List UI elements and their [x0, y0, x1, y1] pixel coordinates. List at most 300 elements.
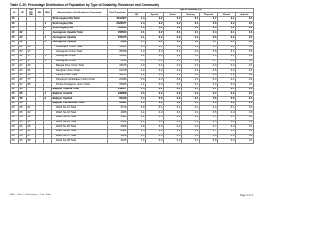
percent-cell: 0.7 — [200, 92, 218, 97]
percent-cell: 0.1 — [182, 22, 200, 27]
percent-cell: 0.2 — [164, 101, 182, 106]
percent-cell: 0.1 — [236, 115, 254, 120]
population-cell: 3426 — [108, 115, 128, 120]
percent-cell: 0.6 — [200, 54, 218, 59]
geo-code-cell: 06 — [19, 106, 27, 111]
percent-cell: 0.2 — [218, 68, 236, 73]
percent-cell: 0.7 — [200, 87, 218, 92]
geo-code-cell: 06 — [27, 129, 36, 134]
percent-cell: 0.2 — [218, 22, 236, 27]
percent-cell: 0.2 — [218, 83, 236, 88]
percent-cell: 0.2 — [164, 40, 182, 45]
percent-cell: 0.2 — [218, 73, 236, 78]
percent-cell: 1.2 — [128, 54, 146, 59]
percent-cell: 0.2 — [164, 120, 182, 125]
percent-cell: 0.5 — [200, 120, 218, 125]
header-total-population: Total Population — [108, 9, 128, 17]
percent-cell: 0.1 — [236, 17, 254, 22]
geo-code-cell: 06 — [19, 115, 27, 120]
admin-unit-cell: Bajitpur Upazila — [52, 92, 108, 97]
percent-cell: 0.2 — [146, 101, 164, 106]
percent-cell: 0.1 — [182, 64, 200, 69]
admin-unit-cell: Kalma Union Total — [52, 73, 108, 78]
percent-cell: 0.1 — [164, 50, 182, 55]
percent-cell: 1.6 — [128, 139, 146, 144]
percent-cell: 1.2 — [128, 50, 146, 55]
population-cell: 21218 — [108, 68, 128, 73]
percent-cell: 0.2 — [218, 129, 236, 134]
percent-cell: 1.5 — [128, 59, 146, 64]
geo-code-cell: 40 — [11, 87, 19, 92]
geo-code-cell: 34 — [27, 64, 36, 69]
geo-code-cell: 02 — [27, 111, 36, 116]
percent-cell: 0.0 — [236, 111, 254, 116]
percent-cell: 0.2 — [218, 125, 236, 130]
admin-unit-cell: Ward No-07 Total — [52, 134, 108, 139]
percent-cell: 0.1 — [182, 92, 200, 97]
table-title: Table C-20: Percentage Distribution of Population by Type of Disability, Residence and Community — [10, 3, 160, 7]
percent-cell: 0.2 — [146, 129, 164, 134]
percent-cell: 0.3 — [146, 125, 164, 130]
geo-code-cell: 02 — [19, 36, 27, 41]
header-col-all: All — [128, 13, 146, 17]
percent-cell: 0.2 — [218, 92, 236, 97]
percent-cell: 1.3 — [128, 120, 146, 125]
percent-cell: 0.2 — [164, 36, 182, 41]
percent-cell: 0.1 — [164, 31, 182, 36]
geo-code-cell: 40 — [11, 120, 19, 125]
percent-cell: 0.2 — [146, 139, 164, 144]
admin-unit-cell: Purba Austagram Union Total — [52, 83, 108, 88]
percent-cell: 0.1 — [182, 78, 200, 83]
geo-code-cell — [44, 139, 52, 144]
percent-cell: 0.1 — [236, 31, 254, 36]
geo-code-cell: 02 — [19, 40, 27, 45]
percent-cell: 0.1 — [218, 31, 236, 36]
population-cell: 155125 — [108, 36, 128, 41]
percent-cell: 0.1 — [164, 78, 182, 83]
percent-cell: 0.1 — [182, 125, 200, 130]
geo-code-cell: 05 — [27, 125, 36, 130]
percent-cell: 0.2 — [146, 40, 164, 45]
admin-unit-cell: Austagram Union — [52, 59, 108, 64]
percent-cell: 0.6 — [200, 22, 218, 27]
percent-cell: 0.1 — [182, 139, 200, 144]
geo-code-cell: 40 — [11, 92, 19, 97]
geo-code-cell: 1 — [44, 92, 52, 97]
percent-cell: 0.1 — [218, 115, 236, 120]
percent-cell: 0.1 — [218, 59, 236, 64]
population-cell: 50919 — [108, 97, 128, 102]
population-cell: 4025 — [108, 139, 128, 144]
percent-cell: 0.1 — [182, 59, 200, 64]
percent-cell: 1.0 — [128, 45, 146, 50]
admin-unit-cell: Ward No-04 Total — [52, 120, 108, 125]
geo-code-cell: 02 — [19, 64, 27, 69]
percent-cell: 1.5 — [128, 40, 146, 45]
geo-code-cell: 40 — [11, 54, 19, 59]
percent-cell: 0.2 — [218, 111, 236, 116]
percent-cell: 0.2 — [164, 22, 182, 27]
percent-cell: 0.1 — [236, 64, 254, 69]
geo-code-cell: 40 — [11, 125, 19, 130]
geo-code-cell: 40 — [11, 83, 19, 88]
admin-unit-cell: Austagram Upazila — [52, 36, 108, 41]
geo-code-cell: 17 — [27, 59, 36, 64]
percent-cell: 0.2 — [164, 68, 182, 73]
header-col-vision: Vision — [164, 13, 182, 17]
percent-cell: 0.4 — [200, 45, 218, 50]
geo-code-cell: 02 — [19, 73, 27, 78]
percent-cell: 0.3 — [146, 115, 164, 120]
geo-code-cell: 06 — [19, 111, 27, 116]
percent-cell: 0.2 — [182, 134, 200, 139]
percent-cell: 0.1 — [236, 26, 254, 31]
percent-cell: 1.0 — [128, 64, 146, 69]
admin-unit-cell: Khayerpur Abdullapur Union Total — [52, 78, 108, 83]
population-cell: 34963 — [108, 101, 128, 106]
percent-cell: 1.4 — [128, 17, 146, 22]
percent-cell: 0.1 — [236, 50, 254, 55]
geo-code-cell: 08 — [27, 139, 36, 144]
population-cell: 4402 — [108, 129, 128, 134]
percent-cell: 0.1 — [182, 106, 200, 111]
percent-cell: 0.2 — [218, 139, 236, 144]
percent-cell: 0.2 — [164, 54, 182, 59]
geo-code-cell: 1 — [44, 36, 52, 41]
percent-cell: 0.1 — [182, 120, 200, 125]
percent-cell: 1.4 — [128, 101, 146, 106]
percent-cell: 0.1 — [182, 17, 200, 22]
percent-cell: 2.0 — [128, 134, 146, 139]
admin-unit-cell: Ward No-02 Total — [52, 111, 108, 116]
percent-cell: 0.2 — [146, 31, 164, 36]
percent-cell: 0.2 — [164, 17, 182, 22]
geo-code-cell: 40 — [11, 22, 19, 27]
geo-code-cell: 40 — [11, 40, 19, 45]
admin-unit-cell: Ward No-06 Total — [52, 129, 108, 134]
percent-cell: 0.1 — [236, 106, 254, 111]
percent-cell: 0.1 — [146, 45, 164, 50]
percent-cell: 0.5 — [200, 50, 218, 55]
geo-code-cell: 40 — [11, 78, 19, 83]
percent-cell: 0.1 — [236, 97, 254, 102]
percent-cell: 0.2 — [218, 97, 236, 102]
admin-unit-cell: Kishoreganj Zila — [52, 22, 108, 27]
percent-cell: 0.1 — [236, 59, 254, 64]
percent-cell: 0.1 — [218, 40, 236, 45]
percent-cell: 0.3 — [146, 134, 164, 139]
geo-code-cell: 40 — [11, 68, 19, 73]
percent-cell: 1.2 — [128, 115, 146, 120]
percent-cell: 0.2 — [146, 59, 164, 64]
geo-code-cell: 06 — [19, 97, 27, 102]
population-cell: 18461 — [108, 45, 128, 50]
geo-code-cell: 1 — [44, 54, 52, 59]
percent-cell: 0.9 — [128, 106, 146, 111]
percent-cell: 0.1 — [182, 36, 200, 41]
percent-cell: 0.4 — [200, 106, 218, 111]
geo-code-cell: 60 — [27, 73, 36, 78]
percent-cell: 1.6 — [128, 125, 146, 130]
percent-cell: 0.2 — [146, 87, 164, 92]
percent-cell: 0.1 — [218, 87, 236, 92]
geo-code-cell: 40 — [11, 139, 19, 144]
header-up: UP — [19, 9, 27, 17]
percent-cell: 0.2 — [164, 125, 182, 130]
percent-cell: 0.1 — [236, 45, 254, 50]
population-cell: 19625 — [108, 83, 128, 88]
geo-code-cell: 2 — [44, 97, 52, 102]
percent-cell: 0.1 — [164, 111, 182, 116]
percent-cell: 0.1 — [182, 26, 200, 31]
geo-code-cell: 40 — [11, 115, 19, 120]
population-cell: 21036 — [108, 78, 128, 83]
percent-cell: 0.1 — [236, 54, 254, 59]
page-number: Page 1 of 3 — [239, 194, 253, 197]
header-col-mental: Mental — [218, 13, 236, 17]
percent-cell: 0.1 — [182, 31, 200, 36]
geo-code-cell: 06 — [19, 87, 27, 92]
percent-cell: 1.5 — [128, 92, 146, 97]
header-un: UN/ MZ/ WA — [27, 9, 36, 17]
percent-cell: 1.4 — [128, 22, 146, 27]
geo-code-cell: 51 — [27, 68, 36, 73]
percent-cell: 0.1 — [236, 40, 254, 45]
percent-cell: 0.1 — [218, 54, 236, 59]
percent-cell: 0.5 — [200, 111, 218, 116]
header-col-physical: Physical — [200, 13, 218, 17]
percent-cell: 0.1 — [236, 78, 254, 83]
header-zl: ZL — [11, 9, 19, 17]
header-mh: MH — [36, 9, 44, 17]
percent-cell: 0.6 — [200, 26, 218, 31]
geo-code-cell: 02 — [19, 78, 27, 83]
percent-cell: 1.4 — [128, 97, 146, 102]
geo-code-cell: 02 — [19, 83, 27, 88]
percent-cell: 0.6 — [200, 101, 218, 106]
percent-cell: 0.7 — [200, 125, 218, 130]
percent-cell: 0.1 — [218, 78, 236, 83]
percent-cell: 0.2 — [146, 120, 164, 125]
geo-code-cell: 40 — [11, 106, 19, 111]
geo-code-cell: 06 — [19, 125, 27, 130]
percent-cell: 0.9 — [200, 134, 218, 139]
population-cell: 18250 — [108, 73, 128, 78]
percent-cell: 0.2 — [164, 129, 182, 134]
geo-code-cell: 17 — [27, 50, 36, 55]
percent-cell: 1.2 — [128, 68, 146, 73]
percent-cell: 1.1 — [128, 36, 146, 41]
percent-cell: 0.2 — [146, 111, 164, 116]
population-cell: 249917 — [108, 87, 128, 92]
percent-cell: 0.6 — [200, 97, 218, 102]
admin-unit-cell: Austagram Upazila Total — [52, 31, 108, 36]
population-cell: 16901 — [108, 54, 128, 59]
percent-cell: 0.2 — [164, 139, 182, 144]
percent-cell: 0.1 — [236, 68, 254, 73]
percent-cell: 0.1 — [218, 120, 236, 125]
percent-cell: 0.2 — [218, 36, 236, 41]
header-type-of-disability: Type of Disability (%) — [128, 9, 254, 13]
percent-cell: 0.1 — [164, 83, 182, 88]
percent-cell: 1.1 — [128, 31, 146, 36]
percent-cell: 0.2 — [146, 97, 164, 102]
percent-cell: 0.1 — [236, 139, 254, 144]
geo-code-cell: 02 — [19, 54, 27, 59]
population-cell: 2911907 — [108, 17, 128, 22]
admin-unit-cell: Austagram Union — [52, 54, 108, 59]
header-admin-unit: Administrative Unit Residence Community — [52, 9, 108, 17]
percent-cell: 0.2 — [218, 45, 236, 50]
percent-cell: 0.2 — [164, 87, 182, 92]
percent-cell: 0.2 — [218, 101, 236, 106]
header-rmo: RMO — [44, 9, 52, 17]
population-cell: 158523 — [108, 31, 128, 36]
geo-code-cell: 01 — [27, 106, 36, 111]
percent-cell: 0.1 — [236, 101, 254, 106]
percent-cell: 0.3 — [200, 78, 218, 83]
percent-cell: 0.1 — [182, 45, 200, 50]
population-cell: 19674 — [108, 64, 128, 69]
geo-code-cell: 2 — [44, 59, 52, 64]
geo-code-cell: 40 — [11, 45, 19, 50]
geo-code-cell: 40 — [11, 129, 19, 134]
geo-code-cell: 40 — [11, 111, 19, 116]
geo-code-cell: 02 — [19, 59, 27, 64]
footer-left: BBS — Zila: C: Kishoreganj — Part: Table — [10, 194, 51, 196]
percent-cell: 0.1 — [182, 54, 200, 59]
percent-cell: 0.1 — [218, 17, 236, 22]
percent-cell: 0.4 — [200, 115, 218, 120]
geo-code-cell: 2 — [44, 40, 52, 45]
percent-cell: 1.5 — [128, 87, 146, 92]
geo-code-cell: 06 — [19, 120, 27, 125]
geo-code-cell: 40 — [11, 36, 19, 41]
percent-cell: 0.2 — [164, 64, 182, 69]
percent-cell: 0.8 — [200, 139, 218, 144]
geo-code-cell: 13 — [27, 45, 36, 50]
admin-unit-cell: Ward No-03 Total — [52, 115, 108, 120]
geo-code-cell: 04 — [27, 120, 36, 125]
population-cell: 2428977 — [108, 22, 128, 27]
percent-cell: 0.2 — [146, 22, 164, 27]
percent-cell: 0.4 — [200, 64, 218, 69]
percent-cell: 0.1 — [236, 87, 254, 92]
percent-cell: 0.1 — [236, 120, 254, 125]
population-cell: 3710 — [108, 106, 128, 111]
percent-cell: 0.1 — [236, 73, 254, 78]
geo-code-cell: 06 — [19, 129, 27, 134]
percent-cell: 0.1 — [182, 101, 200, 106]
geo-code-cell: 40 — [11, 97, 19, 102]
geo-code-cell — [36, 139, 44, 144]
percent-cell: 0.1 — [236, 129, 254, 134]
percent-cell: 0.7 — [200, 129, 218, 134]
percent-cell: 0.6 — [200, 73, 218, 78]
percent-cell: 0.5 — [200, 68, 218, 73]
geo-code-cell: 1 — [44, 22, 52, 27]
percent-cell: 0.1 — [182, 40, 200, 45]
geo-code-cell: 40 — [11, 59, 19, 64]
admin-unit-cell: Abdullapur Union Total — [52, 45, 108, 50]
percent-cell: 0.1 — [164, 106, 182, 111]
percent-cell: 0.1 — [182, 50, 200, 55]
percent-cell: 0.7 — [200, 17, 218, 22]
percent-cell: 1.2 — [128, 73, 146, 78]
population-cell: 2935 — [108, 111, 128, 116]
geo-code-cell: 2 — [44, 26, 52, 31]
percent-cell: 1.1 — [128, 83, 146, 88]
header-col-speech: Speech — [146, 13, 164, 17]
percent-cell: 1.1 — [128, 111, 146, 116]
geo-code-cell: 06 — [19, 92, 27, 97]
percent-cell: 0.1 — [182, 73, 200, 78]
geo-code-cell: 40 — [11, 73, 19, 78]
geo-code-cell: 40 — [11, 134, 19, 139]
percent-cell: 0.9 — [128, 78, 146, 83]
admin-unit-cell: Ward No-01 Total — [52, 106, 108, 111]
geo-code-cell: 02 — [19, 31, 27, 36]
population-cell: 3398 — [108, 40, 128, 45]
percent-cell: 0.2 — [164, 115, 182, 120]
percent-cell: 0.2 — [146, 73, 164, 78]
geo-code-cell: 06 — [19, 101, 27, 106]
geo-code-cell: 07 — [27, 134, 36, 139]
percent-cell: 0.4 — [200, 83, 218, 88]
geo-code-cell: 06 — [19, 139, 27, 144]
percent-cell: 0.2 — [164, 59, 182, 64]
admin-unit-cell: Ward No-05 Total — [52, 125, 108, 130]
geo-code-cell: 40 — [11, 17, 19, 22]
percent-cell: 0.1 — [182, 68, 200, 73]
percent-cell: 0.2 — [164, 97, 182, 102]
percent-cell: 0.2 — [146, 36, 164, 41]
admin-unit-cell: Austagram Union Total — [52, 50, 108, 55]
percent-cell: 1.5 — [128, 129, 146, 134]
percent-cell: 0.1 — [236, 134, 254, 139]
population-cell: 482930 — [108, 26, 128, 31]
geo-code-cell: 40 — [11, 31, 19, 36]
geo-code-cell: 40 — [11, 26, 19, 31]
percent-cell: 0.1 — [164, 73, 182, 78]
admin-unit-cell: Bajitpur Upazila — [52, 97, 108, 102]
admin-unit-cell: Ward No-08 Total — [52, 139, 108, 144]
population-cell: 4612 — [108, 120, 128, 125]
percent-cell: 0.4 — [200, 31, 218, 36]
admin-unit-cell: Bajitpur Upazila Total — [52, 87, 108, 92]
table-body — [11, 17, 254, 144]
header-col-hearing: Hearing — [182, 13, 200, 17]
geo-code-cell: 02 — [19, 50, 27, 55]
geo-code-cell: 17 — [27, 54, 36, 59]
percent-cell: 0.2 — [146, 92, 164, 97]
geo-code-cell: 02 — [19, 45, 27, 50]
percent-cell: 0.7 — [200, 59, 218, 64]
percent-cell: 0.1 — [236, 83, 254, 88]
percent-cell: 0.1 — [236, 92, 254, 97]
percent-cell: 0.1 — [146, 106, 164, 111]
table-row — [11, 139, 254, 144]
geo-code-cell: 86 — [27, 83, 36, 88]
admin-unit-cell: Kishoreganj Zila Total — [52, 17, 108, 22]
geo-code-cell: 03 — [27, 115, 36, 120]
population-cell: 3205 — [108, 125, 128, 130]
population-cell: 3398 — [108, 59, 128, 64]
percent-cell: 0.2 — [146, 68, 164, 73]
admin-unit-cell: Deoghar Union Total — [52, 68, 108, 73]
percent-cell: 0.2 — [146, 54, 164, 59]
